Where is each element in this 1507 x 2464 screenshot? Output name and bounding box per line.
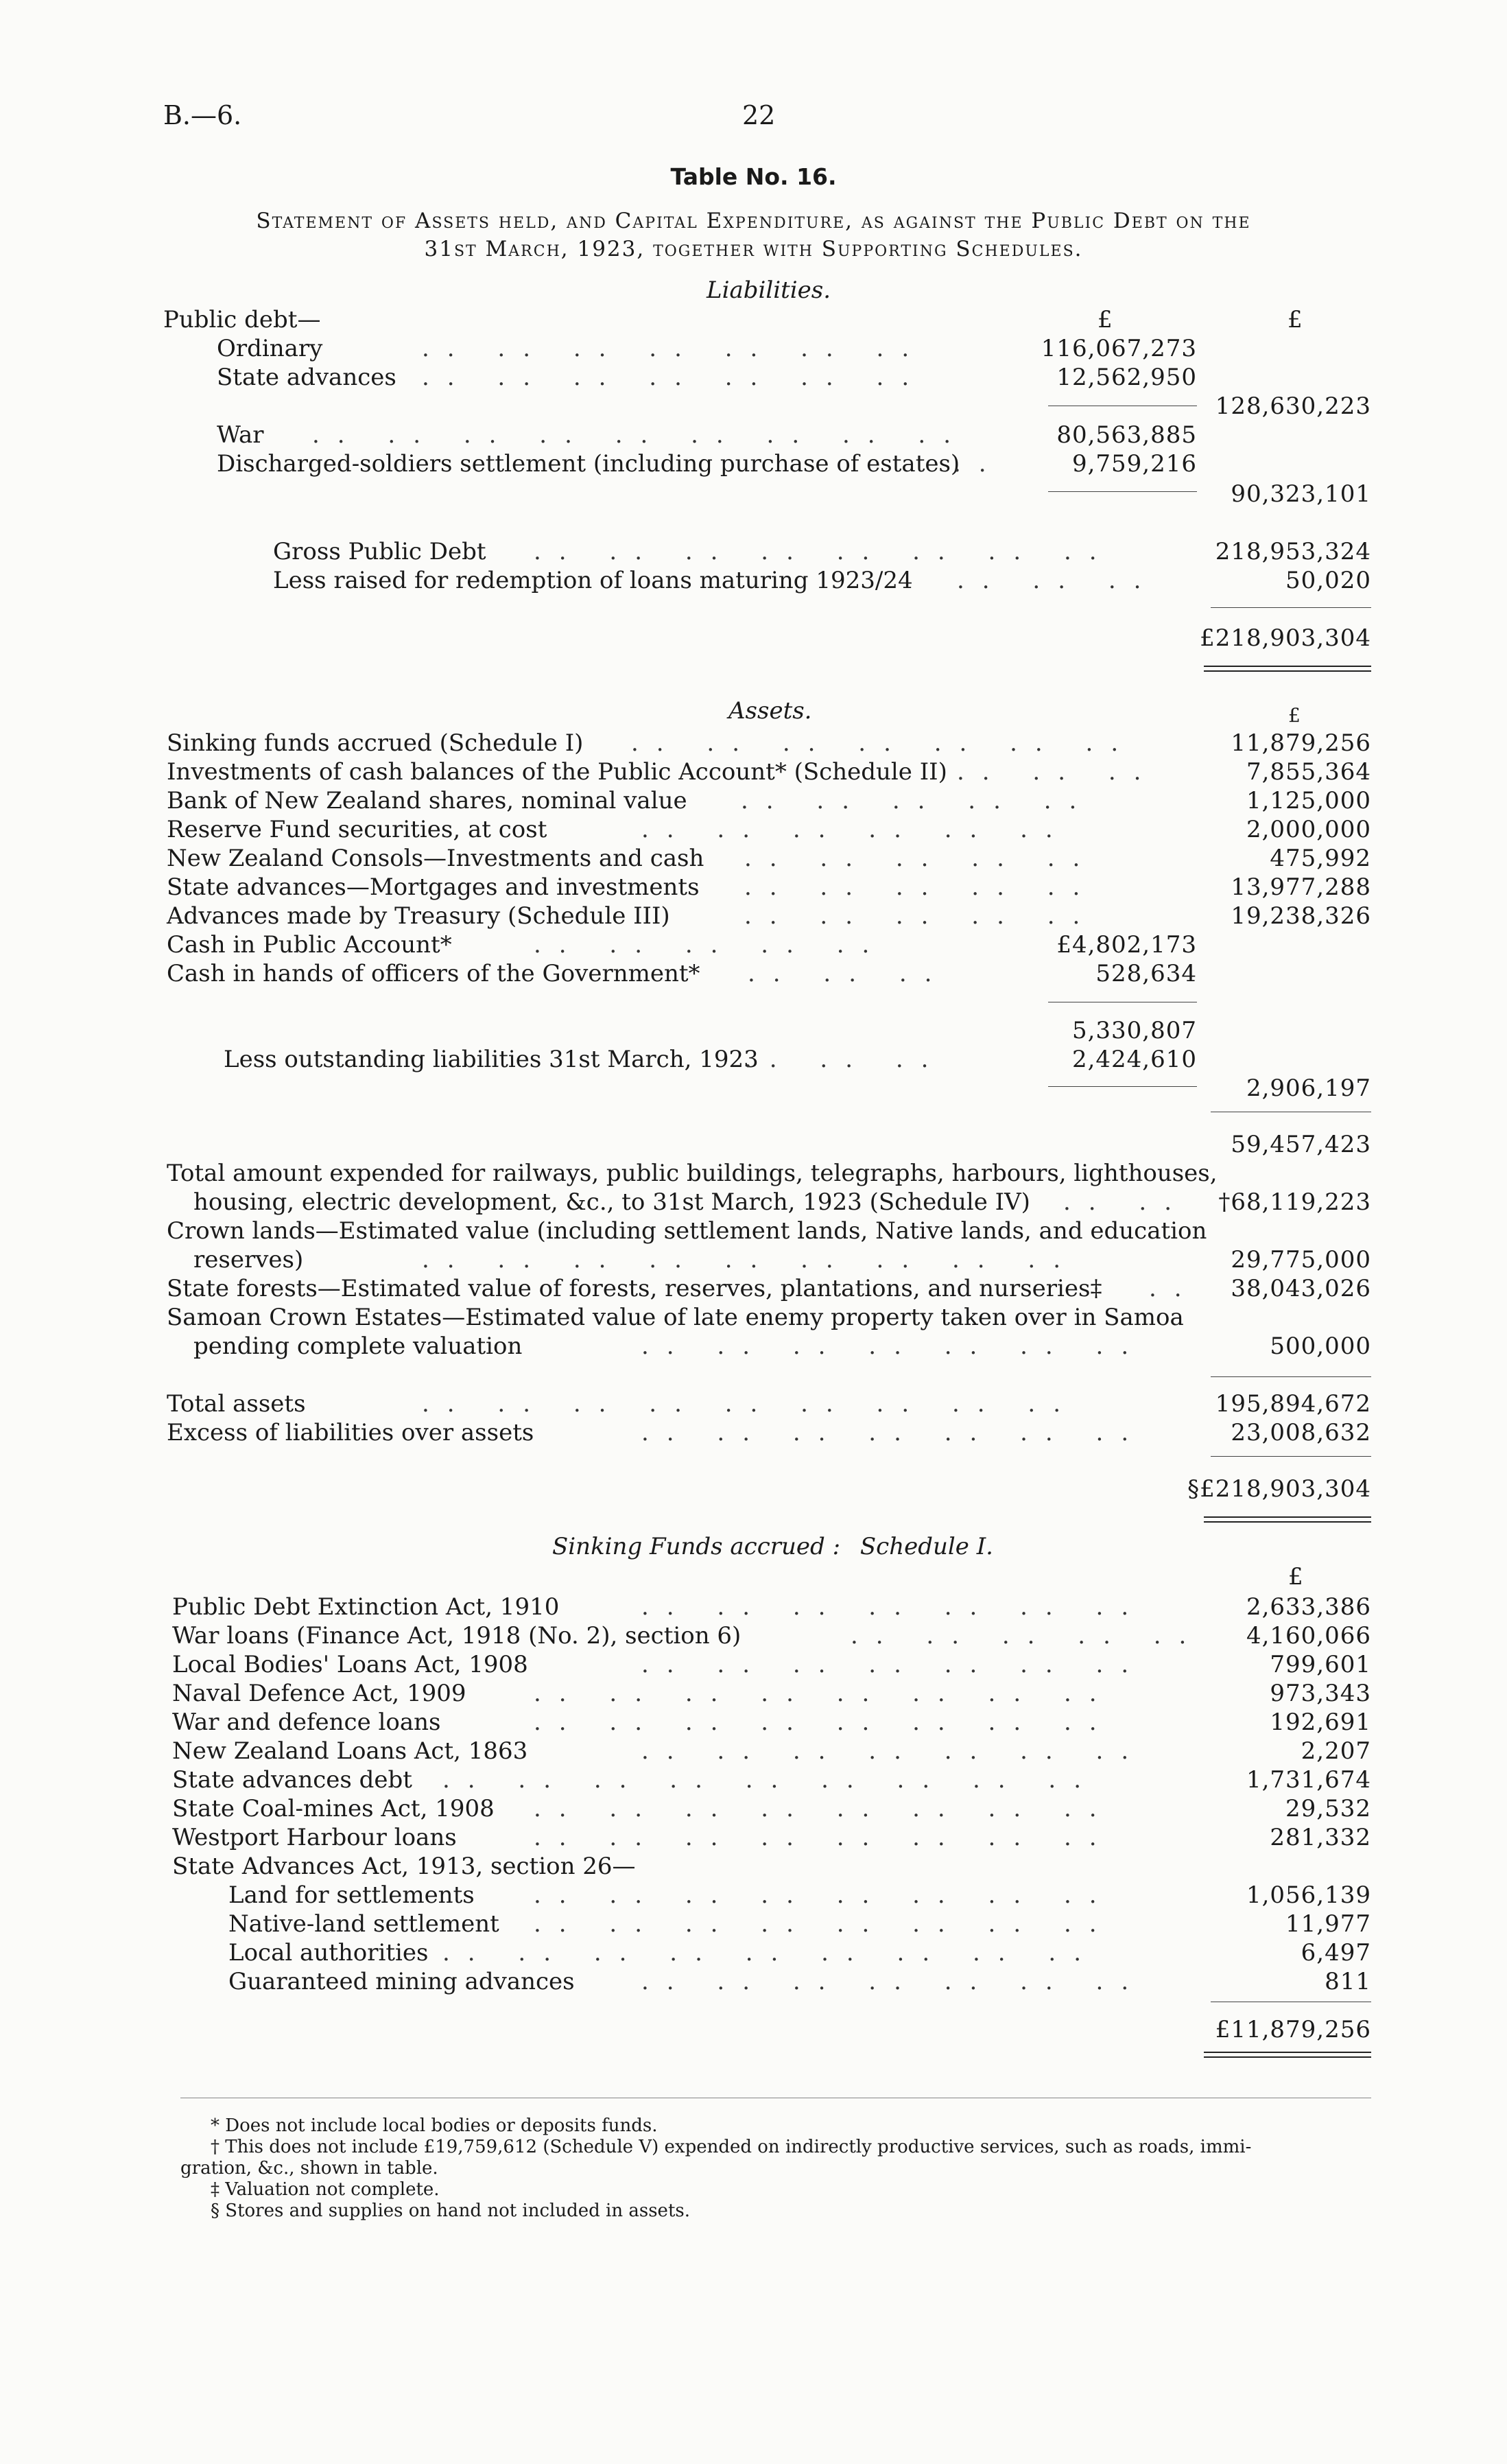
leader-dots: .. .. .. .. .. .. .. ..	[534, 1910, 1115, 1938]
leader-dots: ..	[1149, 1275, 1200, 1302]
liabilities-heading: Liabilities.	[707, 277, 831, 304]
excess-label: Excess of liabilities over assets	[167, 1419, 534, 1446]
leader-dots: .. .. .. .. .. .. .. .. ..	[442, 1766, 1099, 1794]
currency-col1: £	[1097, 306, 1113, 333]
leader-dots: .. .. .. .. ..	[744, 873, 1098, 901]
asset-row	[0, 873, 1507, 902]
asset-row-amount: 1,125,000	[1246, 787, 1371, 814]
leader-dots: ..	[953, 450, 1004, 478]
schedule-row-label: Public Debt Extinction Act, 1910	[172, 1593, 560, 1621]
schedule-sub-row-label: Local authorities	[228, 1939, 429, 1967]
gross-debt-amount: 218,953,324	[1215, 538, 1371, 565]
less-outstanding-label: Less outstanding liabilities 31st March, 1923	[224, 1046, 759, 1073]
subtotal2-amount: 90,323,101	[1231, 480, 1371, 508]
double-rule	[1204, 1521, 1371, 1523]
schedule-row	[0, 1766, 1507, 1794]
schedule-row-label: State advances debt	[172, 1766, 412, 1794]
schedule-row-label: State Coal-mines Act, 1908	[172, 1795, 495, 1822]
crown-lands-amount: 29,775,000	[1231, 1246, 1371, 1274]
leader-dots: .. .. .. .. .. .. .. .. ..	[312, 421, 969, 449]
samoan-amount: 500,000	[1270, 1333, 1371, 1360]
war-label: War	[217, 421, 264, 449]
double-rule	[1204, 2056, 1371, 2058]
liability-row	[0, 421, 1507, 449]
schedule1-currency: £	[1288, 1563, 1303, 1591]
asset-row-label: State advances—Mortgages and investments	[167, 873, 700, 901]
schedule-row	[0, 1680, 1507, 1708]
asset-row	[0, 1046, 1507, 1074]
samoan-line1: Samoan Crown Estates—Estimated value of late enemy property taken over in Samoa	[167, 1304, 1184, 1331]
liability-row	[0, 364, 1507, 392]
cash-officers-label: Cash in hands of officers of the Government*	[167, 960, 700, 987]
asset-row-amount: 2,000,000	[1246, 816, 1371, 843]
asset-row	[0, 816, 1507, 844]
asset-row	[0, 1246, 1507, 1274]
schedule-row	[0, 1709, 1507, 1737]
footnote-dagger-line2: gration, &c., shown in table.	[180, 2158, 438, 2179]
schedule-row	[0, 1651, 1507, 1679]
leader-dots: .. .. .. .. .. .. ..	[641, 1419, 1147, 1446]
footnote-double-dagger: ‡ Valuation not complete.	[211, 2179, 440, 2200]
schedule-row-label: War loans (Finance Act, 1918 (No. 2), section 6)	[172, 1622, 741, 1650]
asset-row	[0, 1188, 1507, 1217]
double-rule	[1204, 2052, 1371, 2053]
assets-subtotal: 59,457,423	[1231, 1131, 1371, 1158]
less-outstanding-amount: 2,424,610	[1071, 1046, 1197, 1073]
schedule-sub-row	[0, 1881, 1507, 1910]
schedule-row-amount: 973,343	[1270, 1680, 1371, 1707]
asset-row-amount: 19,238,326	[1231, 902, 1371, 930]
state-advances-label: State advances	[217, 364, 396, 391]
expended-line2: housing, electric development, &c., to 31st March, 1923 (Schedule IV)	[193, 1188, 1030, 1216]
schedule-row-amount: 192,691	[1270, 1709, 1371, 1736]
state-advances-amount: 12,562,950	[1056, 364, 1197, 391]
schedule-sub-row	[0, 1910, 1507, 1938]
discharged-label: Discharged-soldiers settlement (including purchase of estates)	[217, 450, 960, 478]
footnote-dagger-line1: † This does not include £19,759,612 (Schedule V) expended on indirectly productive services, such as roads, immi-	[211, 2137, 1252, 2157]
leader-dots: .. .. .. .. .. .. ..	[631, 729, 1137, 757]
excess-amount: 23,008,632	[1231, 1419, 1371, 1446]
schedule-row-label: War and defence loans	[172, 1709, 441, 1736]
asset-row	[0, 1275, 1507, 1303]
leader-dots: .. .. ..	[748, 960, 950, 987]
leader-dots: .. .. .. .. .. .. .. ..	[534, 1795, 1115, 1822]
schedule1-heading	[552, 1533, 993, 1561]
public-debt-label: Public debt—	[163, 306, 321, 333]
leader-dots: .. .. .. .. .. .. ..	[422, 364, 927, 391]
samoan-line2: pending complete valuation	[193, 1333, 523, 1360]
less-raised-amount: 50,020	[1285, 567, 1371, 594]
leader-dots: .. .. .. .. .. .. ..	[641, 1593, 1147, 1621]
asset-row	[0, 729, 1507, 758]
crown-lands-line1: Crown lands—Estimated value (including settlement lands, Native lands, and education	[167, 1217, 1207, 1245]
schedule-sub-row-label: Guaranteed mining advances	[228, 1968, 575, 1995]
gross-debt-label: Gross Public Debt	[273, 538, 486, 565]
asset-row-amount: 475,992	[1270, 845, 1371, 872]
liability-row	[0, 450, 1507, 478]
asset-row-label: New Zealand Consols—Investments and cash	[167, 845, 704, 872]
table-number: Table No. 16.	[670, 163, 837, 190]
asset-row-amount: 11,879,256	[1231, 729, 1371, 757]
liability-row	[0, 567, 1507, 595]
schedule-sub-row	[0, 1968, 1507, 1996]
schedule-row	[0, 1795, 1507, 1823]
schedule-row-label: Local Bodies' Loans Act, 1908	[172, 1651, 528, 1678]
leader-dots: .. .. .. .. ..	[534, 931, 888, 959]
schedule-row	[0, 1824, 1507, 1852]
leader-dots: .. .. ..	[957, 758, 1159, 786]
war-amount: 80,563,885	[1056, 421, 1197, 449]
schedule-row-label: Naval Defence Act, 1909	[172, 1680, 466, 1707]
page-number: 22	[742, 100, 776, 130]
statement-title-line1: Statement of Assets held, and Capital Expenditure, as against the Public Debt on the	[256, 209, 1251, 233]
schedule-sub-row-amount: 11,977	[1285, 1910, 1371, 1938]
double-rule	[1204, 670, 1371, 672]
schedule-sub-row-label: Native-land settlement	[228, 1910, 499, 1938]
schedule1-heading-part2: Schedule I.	[859, 1533, 993, 1560]
leader-dots: .. .. .. .. .. .. .. .. ..	[422, 1246, 1078, 1274]
footnote-section: § Stores and supplies on hand not included in assets.	[211, 2201, 691, 2221]
schedule1-heading-part1: Sinking Funds accrued :	[552, 1533, 841, 1560]
discharged-amount: 9,759,216	[1071, 450, 1197, 478]
cash-public-label: Cash in Public Account*	[167, 931, 452, 959]
schedule-row	[0, 1737, 1507, 1765]
schedule1-total: £11,879,256	[1215, 2016, 1371, 2043]
schedule-sub-row-amount: 1,056,139	[1246, 1881, 1371, 1909]
statement-title-line2: 31st March, 1923, together with Supporting Schedules.	[424, 237, 1083, 261]
liabilities-total: £218,903,304	[1200, 624, 1371, 652]
schedule-row-amount: 29,532	[1285, 1795, 1371, 1822]
leader-dots: .. .. .. .. .. .. .. ..	[534, 1709, 1115, 1736]
asset-row	[0, 758, 1507, 786]
asset-row-label: Investments of cash balances of the Public Account* (Schedule II)	[167, 758, 947, 786]
schedule-sub-row-amount: 811	[1325, 1968, 1371, 1995]
schedule-row-amount: 1,731,674	[1246, 1766, 1371, 1794]
asset-row-label: Sinking funds accrued (Schedule I)	[167, 729, 584, 757]
leader-dots: .. .. ..	[957, 567, 1159, 594]
leader-dots: .. .. .. .. ..	[744, 902, 1098, 930]
subtotal-rule	[1211, 1376, 1371, 1377]
crown-lands-line2: reserves)	[193, 1246, 304, 1274]
cash-public-amount: £4,802,173	[1056, 931, 1197, 959]
state-advances-act-label: State Advances Act, 1913, section 26—	[172, 1853, 636, 1880]
footnote-star: * Does not include local bodies or deposits funds.	[211, 2115, 658, 2136]
leader-dots: .. .. .. .. .. .. ..	[641, 1737, 1147, 1765]
leader-dots: .. .. .. .. .. .. ..	[641, 1333, 1147, 1360]
document-reference: B.—6.	[163, 100, 242, 130]
ordinary-amount: 116,067,273	[1041, 335, 1197, 362]
schedule-sub-row-label: Land for settlements	[228, 1881, 475, 1909]
assets-heading: Assets.	[728, 697, 812, 725]
leader-dots: .. .. .. .. .. .. .. ..	[534, 1881, 1115, 1909]
asset-row	[0, 960, 1507, 988]
asset-row	[0, 787, 1507, 815]
subtotal1-amount: 128,630,223	[1215, 392, 1371, 420]
expended-amount: †68,119,223	[1218, 1188, 1371, 1216]
double-rule	[1204, 1516, 1371, 1518]
total-rule	[1211, 607, 1371, 608]
cash-officers-amount: 528,634	[1095, 960, 1197, 987]
leader-dots: .. .. .. .. ..	[744, 845, 1098, 872]
schedule-row-amount: 799,601	[1270, 1651, 1371, 1678]
assets-currency: £	[1288, 704, 1301, 727]
asset-row-label: Advances made by Treasury (Schedule III)	[167, 902, 670, 930]
asset-row	[0, 1419, 1507, 1447]
asset-row	[0, 1333, 1507, 1361]
asset-row-label: Reserve Fund securities, at cost	[167, 816, 547, 843]
total-assets-label: Total assets	[167, 1390, 306, 1418]
assets-grand-total: §£218,903,304	[1187, 1475, 1371, 1503]
cash-subtotal: 5,330,807	[1071, 1017, 1197, 1044]
ordinary-label: Ordinary	[217, 335, 323, 362]
schedule-row-amount: 281,332	[1270, 1824, 1371, 1851]
leader-dots: .. .. .. .. .. .. .. ..	[534, 1680, 1115, 1707]
schedule-row	[0, 1622, 1507, 1650]
leader-dots: .. .. .. .. .. .. .. .. ..	[442, 1939, 1099, 1967]
leader-dots: .. .. .. .. .. .. ..	[641, 1651, 1147, 1678]
schedule-row-amount: 2,207	[1301, 1737, 1371, 1765]
schedule-row-amount: 2,633,386	[1246, 1593, 1371, 1621]
liability-row	[0, 335, 1507, 363]
asset-row-label: Bank of New Zealand shares, nominal value	[167, 787, 687, 814]
total-rule	[1211, 1456, 1371, 1457]
asset-row	[0, 931, 1507, 959]
asset-row-amount: 13,977,288	[1231, 873, 1371, 901]
leader-dots: .. .. .. .. .. .. .. ..	[534, 538, 1115, 565]
schedule-sub-row	[0, 1939, 1507, 1967]
schedule-sub-row-amount: 6,497	[1301, 1939, 1371, 1967]
state-forests-amount: 38,043,026	[1231, 1275, 1371, 1302]
leader-dots: .. .. .. .. .. .. ..	[641, 1968, 1147, 1995]
leader-dots: .. .. .. .. ..	[741, 787, 1095, 814]
subtotal-rule	[1048, 1086, 1197, 1087]
asset-row	[0, 1390, 1507, 1418]
total-assets-amount: 195,894,672	[1215, 1390, 1371, 1418]
leader-dots: .. .. .. .. .. .. .. ..	[534, 1824, 1115, 1851]
schedule-row	[0, 1593, 1507, 1621]
asset-row	[0, 902, 1507, 930]
schedule-row-label: New Zealand Loans Act, 1863	[172, 1737, 528, 1765]
subtotal-rule	[1048, 491, 1197, 492]
state-forests-label: State forests—Estimated value of forests, reserves, plantations, and nurseries‡	[167, 1275, 1102, 1302]
leader-dots: .. .. .. .. .. .. ..	[422, 335, 927, 362]
double-rule	[1204, 666, 1371, 667]
expended-line1: Total amount expended for railways, public buildings, telegraphs, harbours, lighthouses,	[167, 1160, 1218, 1187]
asset-row	[0, 845, 1507, 873]
less-raised-label: Less raised for redemption of loans maturing 1923/24	[273, 567, 913, 594]
net-cash: 2,906,197	[1246, 1075, 1371, 1102]
asset-row-amount: 7,855,364	[1246, 758, 1371, 786]
leader-dots: .. .. .. .. ..	[851, 1622, 1205, 1650]
leader-dots: .. .. .. .. .. ..	[641, 816, 1071, 843]
liability-row	[0, 538, 1507, 566]
leader-dots: .. .. .. .. .. .. .. .. ..	[422, 1390, 1078, 1418]
currency-col2: £	[1288, 306, 1303, 333]
schedule-row-amount: 4,160,066	[1246, 1622, 1371, 1650]
leader-dots: .. ..	[1063, 1188, 1190, 1216]
leader-dots: .. .. ..	[744, 1046, 947, 1073]
schedule-row-label: Westport Harbour loans	[172, 1824, 457, 1851]
